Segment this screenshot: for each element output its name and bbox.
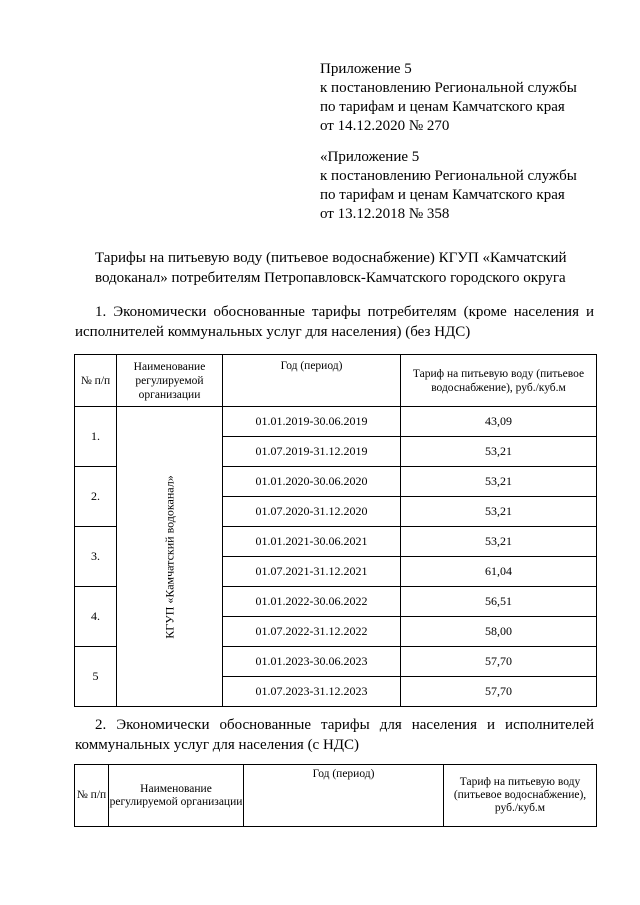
section-2-heading: 2. Экономически обоснованные тарифы для населения и исполнителей коммунальных услуг для населения (с НДС): [75, 717, 594, 753]
row-num: 2.: [75, 467, 117, 527]
row-num: 3.: [75, 527, 117, 587]
document-title: Тарифы на питьевую воду (питьевое водоснабжение) КГУП «Камчатский водоканал» потребителям Петропавловск-Камчатского городского округа: [95, 250, 567, 286]
tariff-cell: 53,21: [401, 497, 597, 527]
period-cell: 01.07.2023-31.12.2023: [223, 677, 401, 707]
header-num: № п/п: [75, 765, 109, 827]
tariff-cell: 56,51: [401, 587, 597, 617]
period-cell: 01.01.2021-30.06.2021: [223, 527, 401, 557]
period-cell: 01.07.2021-31.12.2021: [223, 557, 401, 587]
appendix-line: от 14.12.2020 № 270: [320, 118, 450, 134]
tariff-cell: 57,70: [401, 647, 597, 677]
header-org: Наименование регулируемой организации: [117, 355, 223, 407]
tariff-cell: 53,21: [401, 437, 597, 467]
appendix-line: по тарифам и ценам Камчатского края: [320, 187, 565, 203]
tariff-cell: 53,21: [401, 467, 597, 497]
tariff-table-non-residential: [74, 354, 597, 707]
appendix-line: по тарифам и ценам Камчатского края: [320, 99, 565, 115]
tariff-cell: 61,04: [401, 557, 597, 587]
tariff-cell: 57,70: [401, 677, 597, 707]
tariff-cell: 58,00: [401, 617, 597, 647]
period-cell: 01.07.2022-31.12.2022: [223, 617, 401, 647]
row-num: 4.: [75, 587, 117, 647]
period-cell: 01.01.2022-30.06.2022: [223, 587, 401, 617]
header-tariff: Тариф на питьевую воду (питьевое водоснабжение), руб./куб.м: [444, 765, 597, 827]
header-period: Год (период): [223, 355, 401, 407]
appendix-line: к постановлению Региональной службы: [320, 168, 577, 184]
tariff-cell: 53,21: [401, 527, 597, 557]
period-cell: 01.07.2020-31.12.2020: [223, 497, 401, 527]
tariff-cell: 43,09: [401, 407, 597, 437]
period-cell: 01.01.2023-30.06.2023: [223, 647, 401, 677]
period-cell: 01.01.2020-30.06.2020: [223, 467, 401, 497]
appendix-line: к постановлению Региональной службы: [320, 80, 577, 96]
row-num: 5: [75, 647, 117, 707]
section-1-heading: 1. Экономически обоснованные тарифы потребителям (кроме населения и исполнителей коммунальных услуг для населения) (без НДС): [75, 304, 594, 340]
header-num: № п/п: [75, 355, 117, 407]
org-name: КГУП «Камчатский водоканал»: [162, 474, 176, 639]
row-num: 1.: [75, 407, 117, 467]
tariff-table-residential: [74, 764, 597, 827]
appendix-line: «Приложение 5: [320, 149, 420, 165]
header-period: Год (период): [244, 765, 444, 827]
header-tariff: Тариф на питьевую воду (питьевое водоснабжение), руб./куб.м: [401, 355, 597, 407]
appendix-reference-previous: [320, 148, 577, 224]
org-cell: [117, 407, 223, 707]
period-cell: 01.07.2019-31.12.2019: [223, 437, 401, 467]
period-cell: 01.01.2019-30.06.2019: [223, 407, 401, 437]
header-org: Наименование регулируемой организации: [109, 765, 244, 827]
appendix-line: от 13.12.2018 № 358: [320, 206, 450, 222]
appendix-reference-current: [320, 60, 577, 136]
table-row: [75, 407, 597, 437]
appendix-line: Приложение 5: [320, 61, 412, 77]
